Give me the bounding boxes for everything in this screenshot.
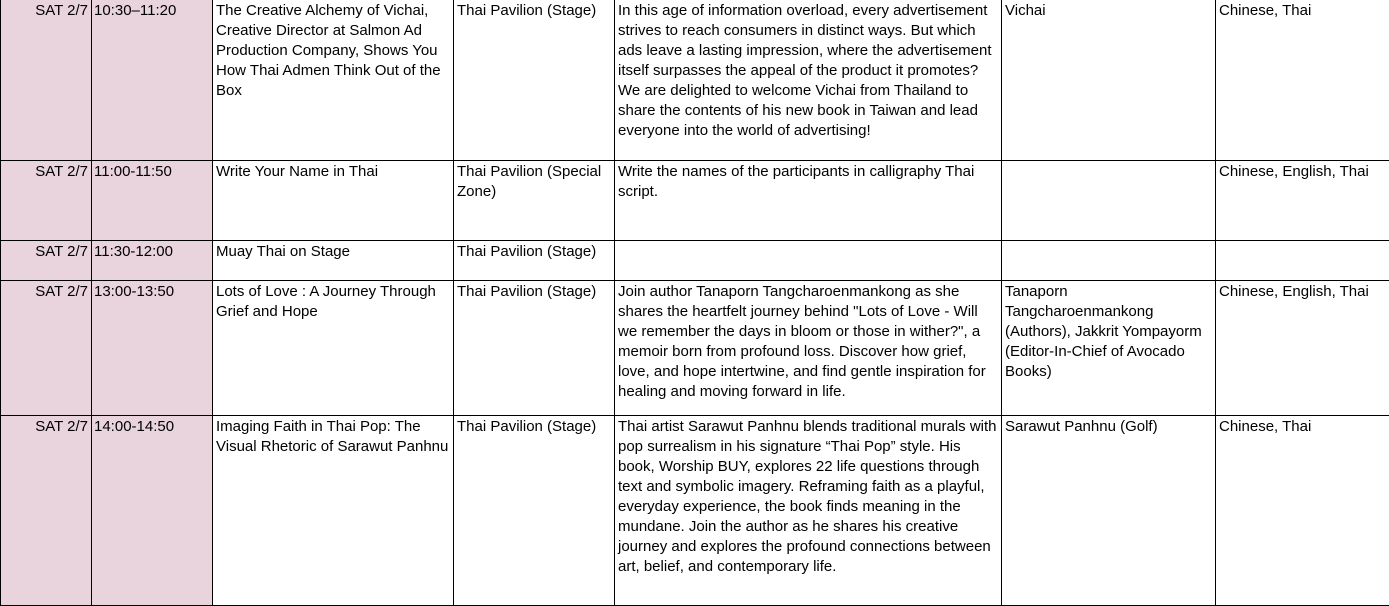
language-cell[interactable]: Chinese, Thai [1216, 0, 1389, 161]
time-cell[interactable]: 14:00-14:50 [92, 416, 213, 606]
venue-cell[interactable]: Thai Pavilion (Stage) [454, 0, 615, 161]
table-row [1, 241, 1389, 281]
description-cell[interactable]: Thai artist Sarawut Panhnu blends traditional murals with pop surrealism in his signature “Thai Pop” style. His book, Worship BUY, explores 22 life questions through text and symbolic imagery. Reframing faith as a playful, everyday experience, the book finds meaning in the mundane. Join the author as he shares his creative journey and explores the profound connections between art, belief, and contemporary life. [615, 416, 1002, 606]
language-cell[interactable]: Chinese, Thai [1216, 416, 1389, 606]
language-cell[interactable]: Chinese, English, Thai [1216, 281, 1389, 416]
day-cell[interactable]: SAT 2/7 [1, 161, 92, 241]
day-cell[interactable]: SAT 2/7 [1, 241, 92, 281]
language-cell[interactable] [1216, 241, 1389, 281]
speaker-cell[interactable] [1002, 161, 1216, 241]
day-cell[interactable]: SAT 2/7 [1, 0, 92, 161]
speaker-cell[interactable]: Tanaporn Tangcharoenmankong (Authors), Jakkrit Yompayorm (Editor-In-Chief of Avocado Books) [1002, 281, 1216, 416]
speaker-cell[interactable]: Sarawut Panhnu (Golf) [1002, 416, 1216, 606]
day-cell[interactable]: SAT 2/7 [1, 281, 92, 416]
title-cell[interactable]: Lots of Love : A Journey Through Grief and Hope [213, 281, 454, 416]
time-cell[interactable]: 11:30-12:00 [92, 241, 213, 281]
time-cell[interactable]: 11:00-11:50 [92, 161, 213, 241]
venue-cell[interactable]: Thai Pavilion (Stage) [454, 281, 615, 416]
table-row [1, 281, 1389, 416]
venue-cell[interactable]: Thai Pavilion (Stage) [454, 416, 615, 606]
title-cell[interactable]: Imaging Faith in Thai Pop: The Visual Rhetoric of Sarawut Panhnu [213, 416, 454, 606]
speaker-cell[interactable]: Vichai [1002, 0, 1216, 161]
title-cell[interactable]: Write Your Name in Thai [213, 161, 454, 241]
table-row [1, 0, 1389, 161]
description-cell[interactable]: Join author Tanaporn Tangcharoenmankong as she shares the heartfelt journey behind "Lots of Love - Will we remember the days in bloom or those in wither?", a memoir born from profound loss. Discover how grief, love, and hope intertwine, and find gentle inspiration for healing and moving forward in life. [615, 281, 1002, 416]
venue-cell[interactable]: Thai Pavilion (Special Zone) [454, 161, 615, 241]
language-cell[interactable]: Chinese, English, Thai [1216, 161, 1389, 241]
time-cell[interactable]: 10:30–11:20 [92, 0, 213, 161]
description-cell[interactable] [615, 241, 1002, 281]
description-cell[interactable]: In this age of information overload, every advertisement strives to reach consumers in distinct ways. But which ads leave a lasting impression, where the advertisement itself surpasses the appeal of the product it promotes? We are delighted to welcome Vichai from Thailand to share the contents of his new book in Taiwan and lead everyone into the world of advertising! [615, 0, 1002, 161]
table-row [1, 416, 1389, 606]
time-cell[interactable]: 13:00-13:50 [92, 281, 213, 416]
venue-cell[interactable]: Thai Pavilion (Stage) [454, 241, 615, 281]
title-cell[interactable]: Muay Thai on Stage [213, 241, 454, 281]
description-cell[interactable]: Write the names of the participants in calligraphy Thai script. [615, 161, 1002, 241]
title-cell[interactable]: The Creative Alchemy of Vichai, Creative Director at Salmon Ad Production Company, Shows You How Thai Admen Think Out of the Box [213, 0, 454, 161]
day-cell[interactable]: SAT 2/7 [1, 416, 92, 606]
table-row [1, 161, 1389, 241]
speaker-cell[interactable] [1002, 241, 1216, 281]
